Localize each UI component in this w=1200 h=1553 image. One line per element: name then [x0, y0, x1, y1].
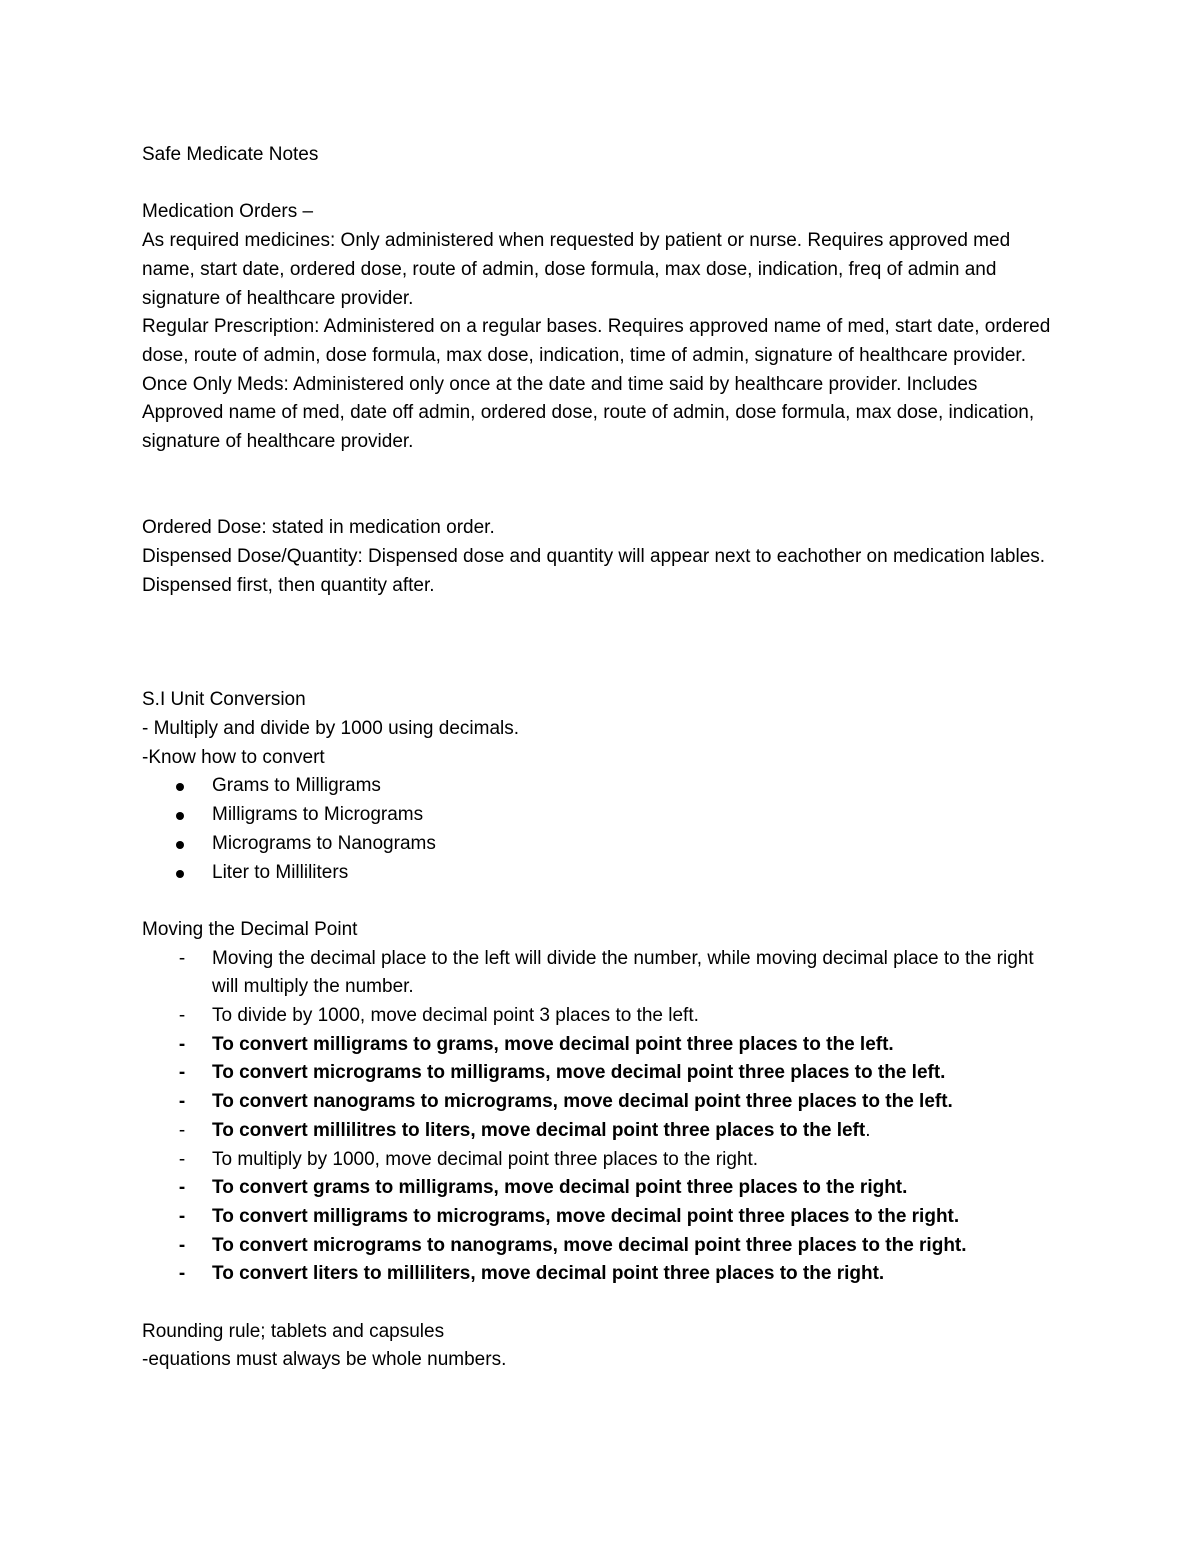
bullet-icon [176, 812, 184, 820]
spacer [142, 457, 1062, 514]
ordered-dose-line: Ordered Dose: stated in medication order. [142, 517, 495, 539]
list-item-text: To convert milligrams to micrograms, move decimal point three places to the right. [212, 1205, 960, 1227]
list-item-text: To convert grams to milligrams, move decimal point three places to the right. [212, 1177, 908, 1199]
list-item-text: To multiply by 1000, move decimal point three places to the right. [212, 1148, 759, 1170]
si-conversion-heading: S.I Unit Conversion [142, 689, 306, 711]
once-only-paragraph: Once Only Meds: Administered only once at the date and time said by healthcare provider. Includes Approved name of med, date off admin, ordered dose, route of admin, dose formula, max dose, indication, signature of healthcare provider. [142, 373, 1035, 453]
dash-icon: - [178, 1005, 186, 1027]
regular-prescription-paragraph: Regular Prescription: Administered on a regular bases. Requires approved name of med, start date, ordered dose, route of admin, dose formula, max dose, indication, time of admin, signature of healthcare provider. [142, 316, 1051, 366]
spacer [142, 600, 1062, 686]
spacer [142, 887, 1062, 916]
spacer [142, 1289, 1062, 1318]
list-item [142, 1260, 1062, 1289]
decimal-heading: Moving the Decimal Point [142, 918, 358, 940]
dash-icon: - [178, 1234, 186, 1256]
spacer [142, 170, 1062, 199]
list-item-text: Liter to Milliliters [212, 861, 349, 883]
document-title: Safe Medicate Notes [142, 144, 319, 165]
as-required-paragraph: As required medicines: Only administered when requested by patient or nurse. Requires approved med name, start date, ordered dose, route of admin, dose formula, max dose, indication, freq of admin and signature of healthcare provider. [142, 230, 1011, 309]
dash-icon: - [178, 1091, 186, 1113]
list-item-text: To convert micrograms to milligrams, move decimal point three places to the left. [212, 1062, 946, 1084]
list-item [142, 801, 1062, 830]
dispensed-dose-paragraph: Dispensed Dose/Quantity: Dispensed dose and quantity will appear next to eachother on medication lables. Dispensed first, then quantity after. [142, 545, 1046, 596]
dash-icon: - [178, 947, 186, 969]
list-item-text: To convert liters to milliliters, move decimal point three places to the right. [212, 1263, 885, 1285]
si-conversion-line: - Multiply and divide by 1000 using decimals. [142, 718, 520, 740]
list-item [142, 859, 1062, 888]
conversion-bullet-list [142, 772, 1062, 887]
list-item [142, 1088, 1062, 1117]
list-item-text: To convert micrograms to nanograms, move decimal point three places to the right. [212, 1234, 967, 1256]
list-item [142, 1174, 1062, 1203]
list-item [142, 945, 1062, 1002]
bullet-icon [176, 841, 184, 849]
list-item [142, 772, 1062, 801]
rounding-heading: Rounding rule; tablets and capsules [142, 1320, 445, 1342]
list-item-text: Moving the decimal place to the left will divide the number, while moving decimal place to the right will multiply the number. [212, 947, 1034, 998]
list-item [142, 1203, 1062, 1232]
list-item [142, 1031, 1062, 1060]
know-how-line: -Know how to convert [142, 746, 325, 768]
list-item-suffix: . [865, 1119, 871, 1141]
dash-icon: - [178, 1177, 186, 1199]
list-item-text: To convert millilitres to liters, move decimal point three places to the left [212, 1119, 866, 1141]
list-item-text: Micrograms to Nanograms [212, 832, 436, 854]
list-item [142, 1232, 1062, 1261]
list-item-text: To divide by 1000, move decimal point 3 places to the left. [212, 1005, 699, 1027]
list-item-text: To convert nanograms to micrograms, move decimal point three places to the left. [212, 1091, 953, 1113]
document-page [142, 141, 1062, 1375]
list-item-text: Grams to Milligrams [212, 775, 381, 797]
list-item [142, 1117, 1062, 1146]
dash-icon: - [178, 1033, 186, 1055]
list-item [142, 1059, 1062, 1088]
dash-icon: - [178, 1119, 186, 1141]
list-item-text: To convert milligrams to grams, move decimal point three places to the left. [212, 1033, 894, 1055]
list-item [142, 1002, 1062, 1031]
list-item [142, 830, 1062, 859]
rounding-line: -equations must always be whole numbers. [142, 1349, 507, 1371]
list-item-text: Milligrams to Micrograms [212, 804, 424, 826]
dash-icon: - [178, 1062, 186, 1084]
dash-icon: - [178, 1205, 186, 1227]
list-item [142, 1146, 1062, 1175]
bullet-icon [176, 870, 184, 878]
decimal-dash-list [142, 945, 1062, 1289]
dash-icon: - [178, 1148, 186, 1170]
medication-orders-heading: Medication Orders – [142, 201, 314, 223]
bullet-icon [176, 783, 184, 791]
dash-icon: - [178, 1263, 186, 1285]
